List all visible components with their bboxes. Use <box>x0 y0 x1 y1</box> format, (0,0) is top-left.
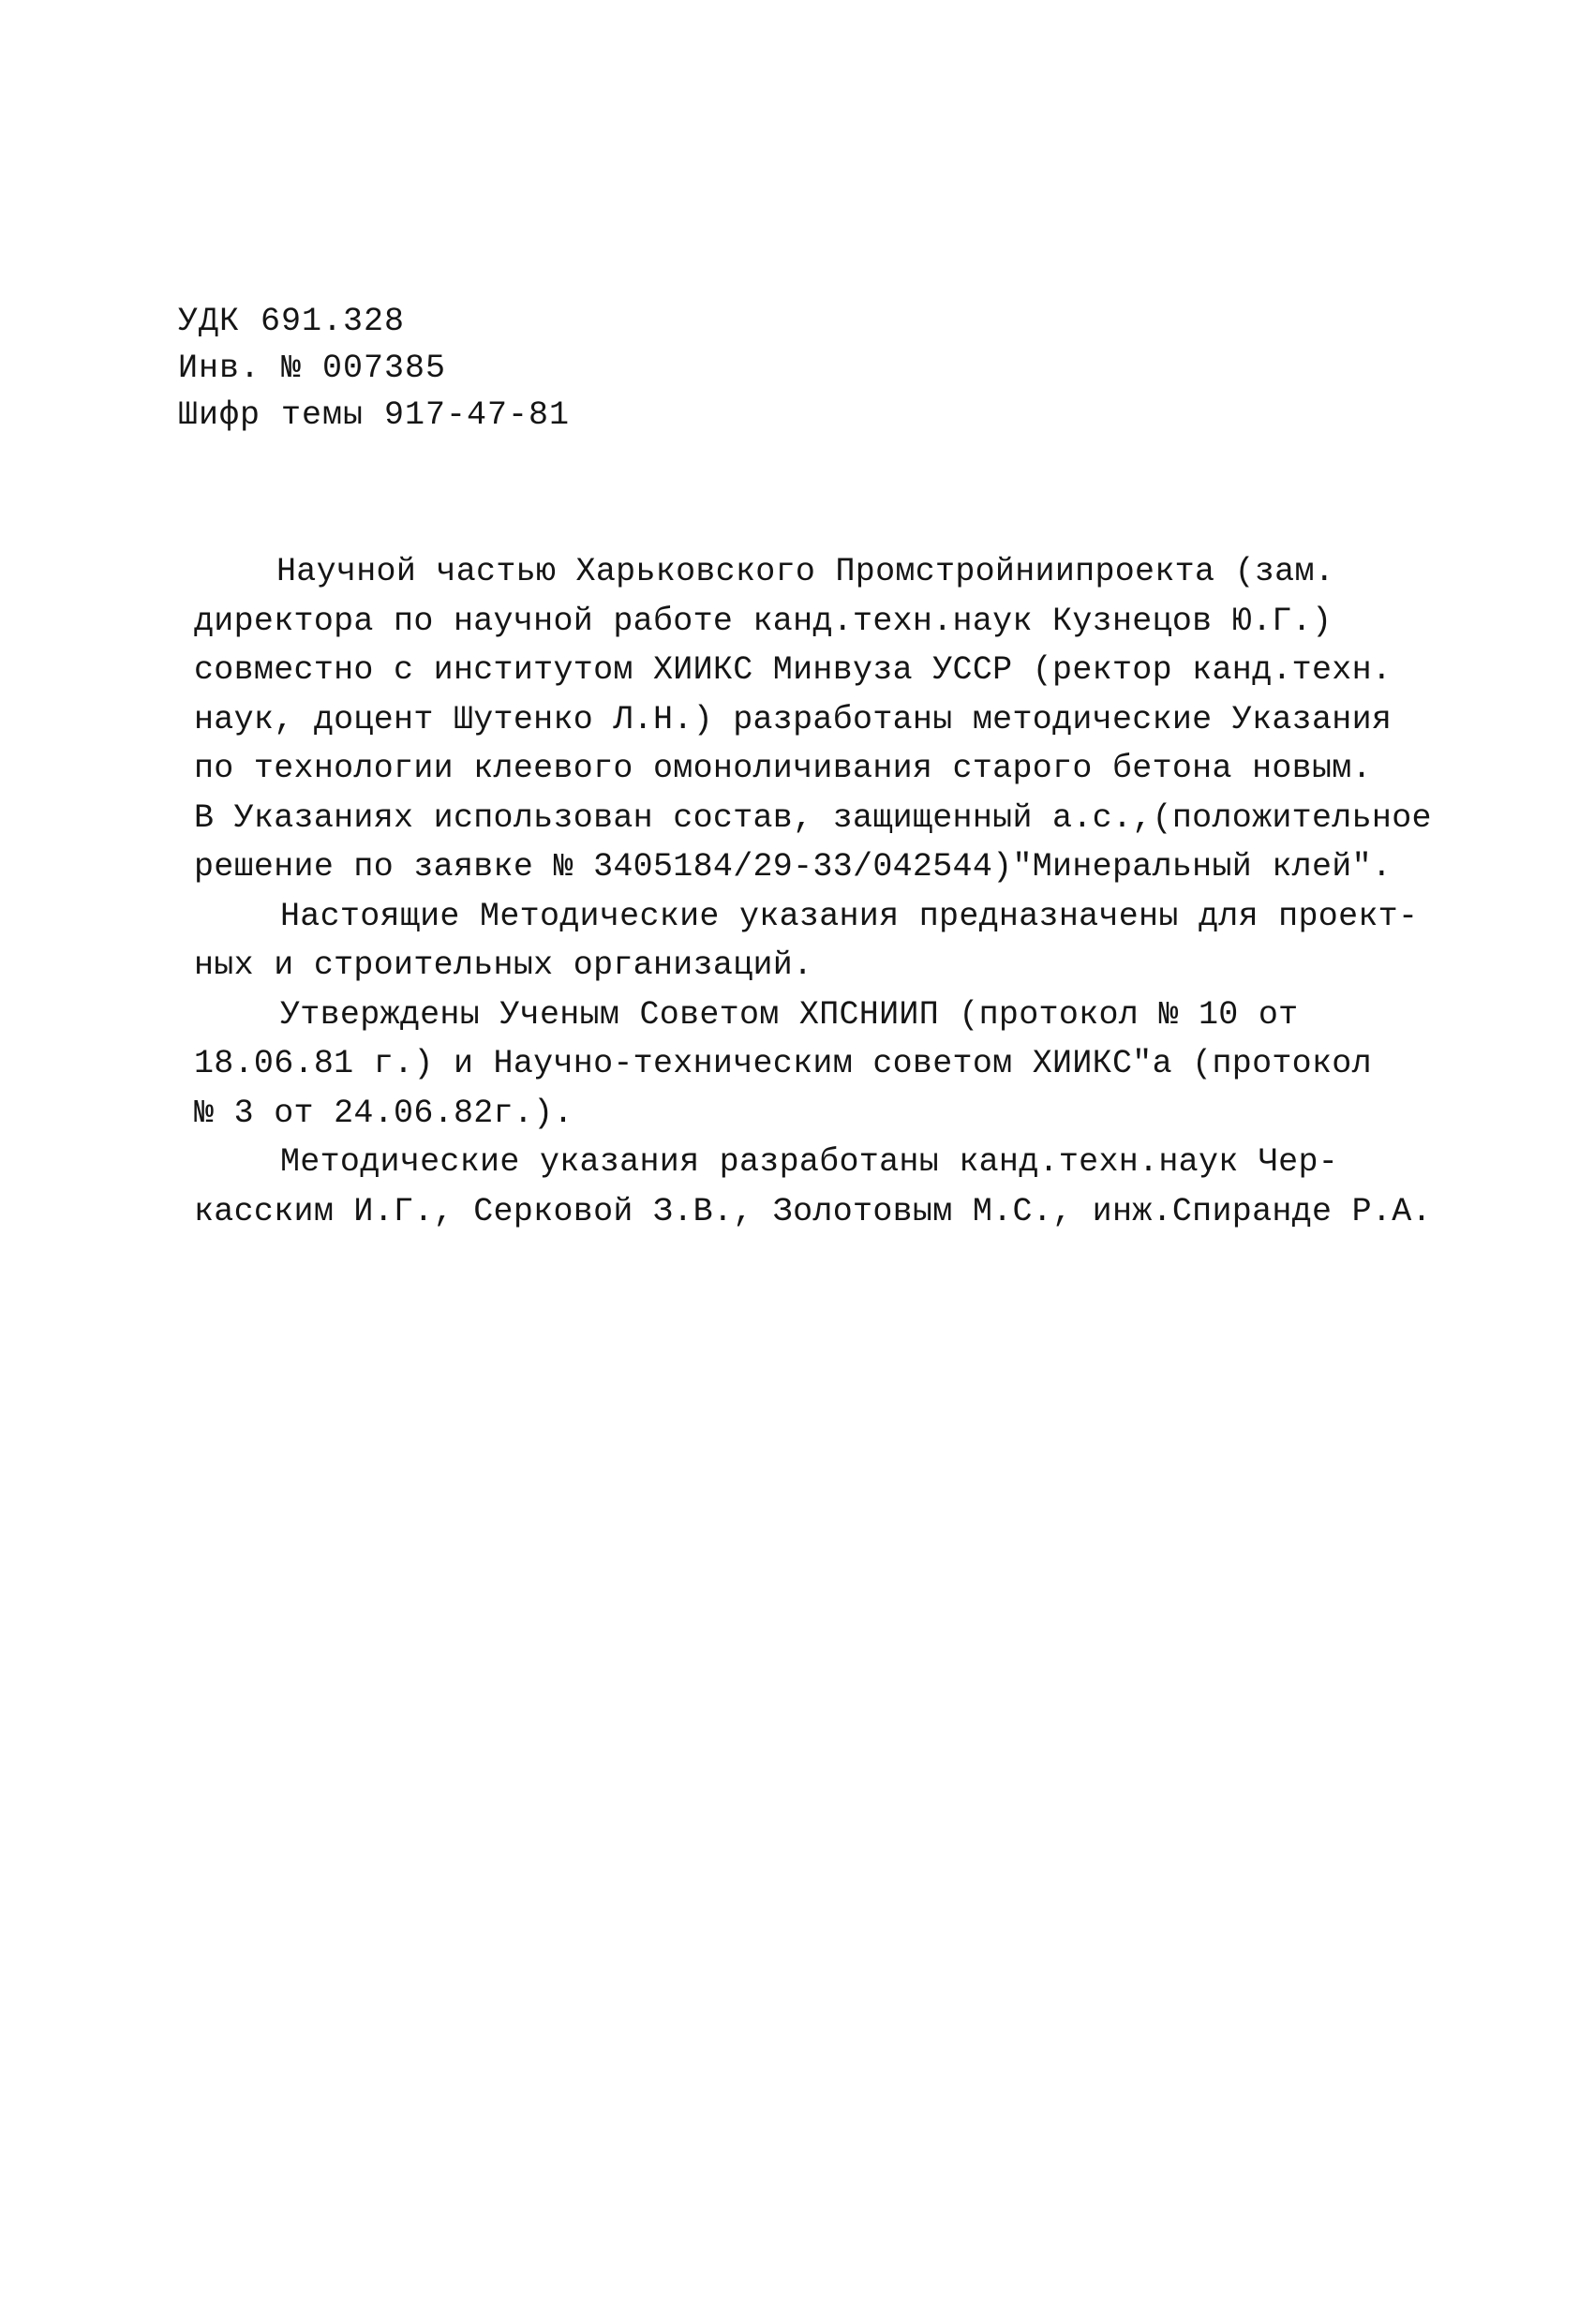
paragraph-2-line: Настоящие Методические указания предназначены для проект- <box>280 897 1419 935</box>
paragraph-1-line: наук, доцент Шутенко Л.Н.) разработаны методические Указания <box>194 700 1393 738</box>
paragraph-1-line: Научной частью Харьковского Промстройниипроекта (зам. <box>276 553 1335 590</box>
paragraph-1-line: совместно с институтом ХИИКС Минвуза УССР (ректор канд.техн. <box>194 651 1393 689</box>
paragraph-3-line: № 3 от 24.06.82г.). <box>194 1094 574 1132</box>
document-header <box>178 298 1115 439</box>
paragraph-1-line: директора по научной работе канд.техн.наук Кузнецов Ю.Г.) <box>194 602 1333 640</box>
paragraph-3-line: Утверждены Ученым Советом ХПСНИИП (протокол № 10 от <box>280 995 1299 1034</box>
theme-code: Шифр темы 917-47-81 <box>178 396 571 434</box>
document-body <box>194 547 1440 1236</box>
paragraph-3-line: 18.06.81 г.) и Научно-техническим советом ХИИКС"а (протокол <box>194 1045 1372 1082</box>
paragraph-4-line: касским И.Г., Серковой З.В., Золотовым М.С., инж.Спиранде Р.А. <box>194 1192 1432 1230</box>
paragraph-1-line: по технологии клеевого омоноличивания старого бетона новым. <box>194 750 1372 787</box>
paragraph-1-line: решение по заявке № 3405184/29-33/042544)"Минеральный клей". <box>194 848 1393 886</box>
inventory-number: Инв. № 007385 <box>178 350 447 387</box>
udc-code: УДК 691.328 <box>178 303 406 340</box>
paragraph-4-line: Методические указания разработаны канд.техн.наук Чер- <box>280 1143 1339 1181</box>
paragraph-2-line: ных и строительных организаций. <box>194 946 813 984</box>
paragraph-1-line: В Указаниях использован состав, защищенный а.с.,(положительное <box>194 798 1432 837</box>
